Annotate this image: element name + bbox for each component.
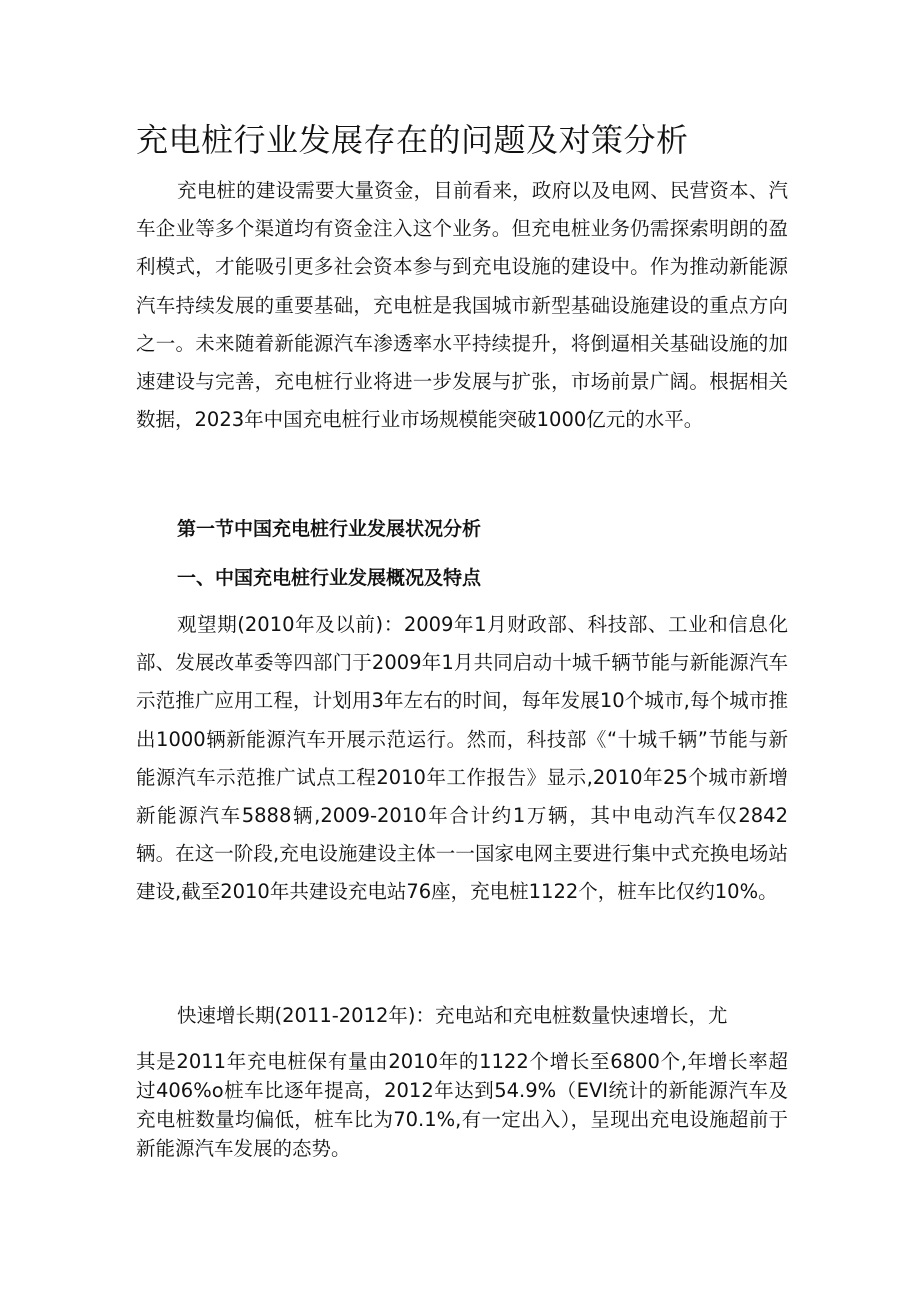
observation-period-paragraph: 观望期(2010年及以前)：2009年1月财政部、科技部、工业和信息化部、发展改革委等四部门于2009年1月共同启动十城千辆节能与新能源汽车示范推广应用工程，计划用3年左右的时间，每年发展10个城市,每个城市推出1000辆新能源汽车开展示范运行。然而，科技部《“十城千辆”节能与新能源汽车示范推广试点工程2010年工作报告》显示,2010年25个城市新增新能源汽车5888辆,2009-2010年合计约1万辆，其中电动汽车仅2842辆。在这一阶段,充电设施建设主体一一国家电网主要进行集中式充换电场站建设,截至2010年共建设充电站76座，充电桩1122个，桩车比仅约10%。 (136, 613, 788, 904)
rapid-growth-paragraph-continuation: 其是2011年充电桩保有量由2010年的1122个增长至6800个,年增长率超过406%o桩车比逐年提高，2012年达到54.9%（EVI统计的新能源汽车及充电桩数量均偏低，桩车比为70.1%,有一定出入），呈现出充电设施超前于新能源汽车发展的态势。 (136, 1050, 788, 1160)
document-title: 充电桩行业发展存在的问题及对策分析 (136, 121, 689, 159)
intro-paragraph: 充电桩的建设需要大量资金，目前看来，政府以及电网、民营资本、汽车企业等多个渠道均有资金注入这个业务。但充电桩业务仍需探索明朗的盈利模式，才能吸引更多社会资本参与到充电设施的建设中。作为推动新能源汽车持续发展的重要基础，充电桩是我国城市新型基础设施建设的重点方向之一。未来随着新能源汽车渗透率水平持续提升，将倒逼相关基础设施的加速建设与完善，充电桩行业将进一步发展与扩张，市场前景广阔。根据相关数据，2023年中国充电桩行业市场规模能突破1000亿元的水平。 (136, 179, 788, 432)
section-heading: 第一节中国充电桩行业发展状况分析 (177, 518, 482, 540)
subsection-heading: 一、中国充电桩行业发展概况及特点 (177, 567, 482, 589)
rapid-growth-paragraph-first-line: 快速增长期(2011-2012年)：充电站和充电桩数量快速增长，尤 (177, 1004, 728, 1027)
